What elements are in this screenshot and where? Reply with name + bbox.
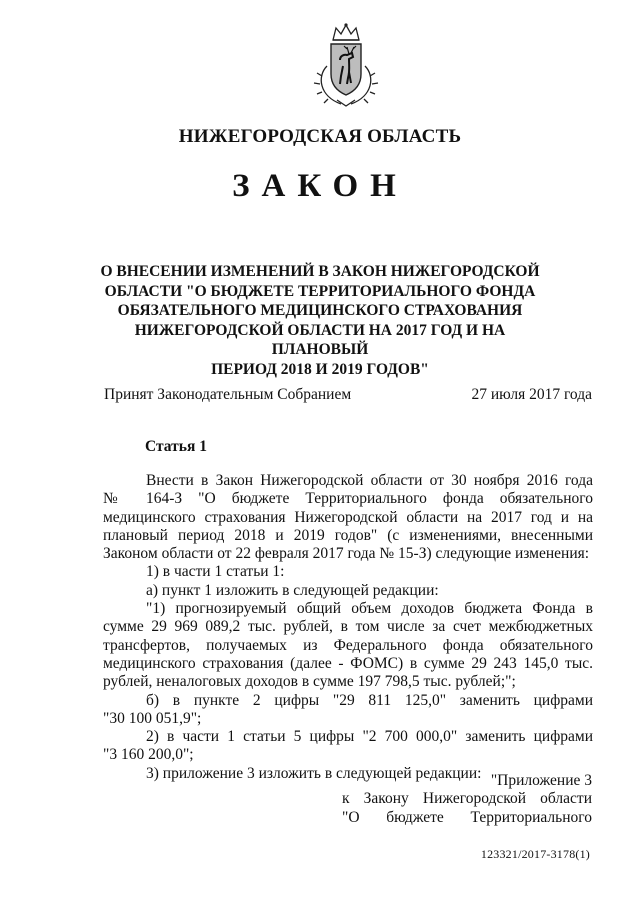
article-line: 1) в части 1 статьи 1: xyxy=(146,563,285,581)
law-title xyxy=(100,262,540,379)
article-line: Законом области от 22 февраля 2017 года № 15-З) следующие изменения: xyxy=(103,545,590,563)
article-line: медицинского страхования (далее - ФОМС) в сумме 29 243 145,0 тыс. xyxy=(103,654,593,672)
article-line: а) пункт 1 изложить в следующей редакции: xyxy=(146,581,439,599)
region-name: НИЖЕГОРОДСКАЯ ОБЛАСТЬ xyxy=(178,126,462,147)
appendix-line: "О бюджете Территориального xyxy=(342,808,592,826)
adopted-by: Принят Законодательным Собранием xyxy=(104,386,352,403)
title-line: ПЕРИОД 2018 И 2019 ГОДОВ" xyxy=(211,360,429,378)
article-line: б) в пункте 2 цифры "29 811 125,0" заменить цифрами xyxy=(146,691,593,709)
title-line: ОБЯЗАТЕЛЬНОГО МЕДИЦИНСКОГО СТРАХОВАНИЯ xyxy=(117,302,523,319)
article-line: "30 100 051,9"; xyxy=(103,709,202,727)
article-line: плановый период 2018 и 2019 годов" (с изменениями, внесенными xyxy=(103,526,593,544)
article-line: 2) в части 1 статьи 5 цифры "2 700 000,0" заменить цифрами xyxy=(146,728,593,746)
appendix-line: к Закону Нижегородской области xyxy=(342,790,592,808)
article-line: сумме 29 969 089,2 тыс. рублей, в том числе за счет межбюджетных xyxy=(103,618,593,636)
document-number: 123321/2017-3178(1) xyxy=(480,847,590,861)
title-line: ОБЛАСТИ "О БЮДЖЕТЕ ТЕРРИТОРИАЛЬНОГО ФОНДА xyxy=(104,282,536,300)
title-line: О ВНЕСЕНИИ ИЗМЕНЕНИЙ В ЗАКОН НИЖЕГОРОДСКОЙ xyxy=(100,263,540,280)
title-line: НИЖЕГОРОДСКОЙ ОБЛАСТИ НА 2017 ГОД И НА ПЛАНОВЫЙ xyxy=(134,321,506,358)
article-line: медицинского страхования Нижегородской области на 2017 год и на xyxy=(103,508,593,526)
article-line: "3 160 200,0"; xyxy=(103,746,194,764)
document-type: ЗАКОН xyxy=(232,168,408,204)
article-line: рублей, неналоговых доходов в сумме 197 798,5 тыс. рублей;"; xyxy=(103,673,516,691)
appendix-reference xyxy=(342,772,592,827)
appendix-line: "Приложение 3 xyxy=(490,772,592,789)
article-line: 3) приложение 3 изложить в следующей редакции: xyxy=(146,764,482,782)
coat-of-arms-icon xyxy=(311,22,381,108)
article-heading: Статья 1 xyxy=(145,438,207,455)
article-line: трансфертов, получаемых из Федерального фонда обязательного xyxy=(103,636,593,654)
article-line: № 164-З "О бюджете Территориального фонда обязательного xyxy=(103,490,593,508)
article-body xyxy=(103,472,593,783)
article-line: "1) прогнозируемый общий объем доходов бюджета Фонда в xyxy=(146,600,593,618)
article-line: Внести в Закон Нижегородской области от 30 ноября 2016 года xyxy=(146,472,593,489)
adoption-date: 27 июля 2017 года xyxy=(471,386,592,403)
adoption-row xyxy=(104,386,592,404)
